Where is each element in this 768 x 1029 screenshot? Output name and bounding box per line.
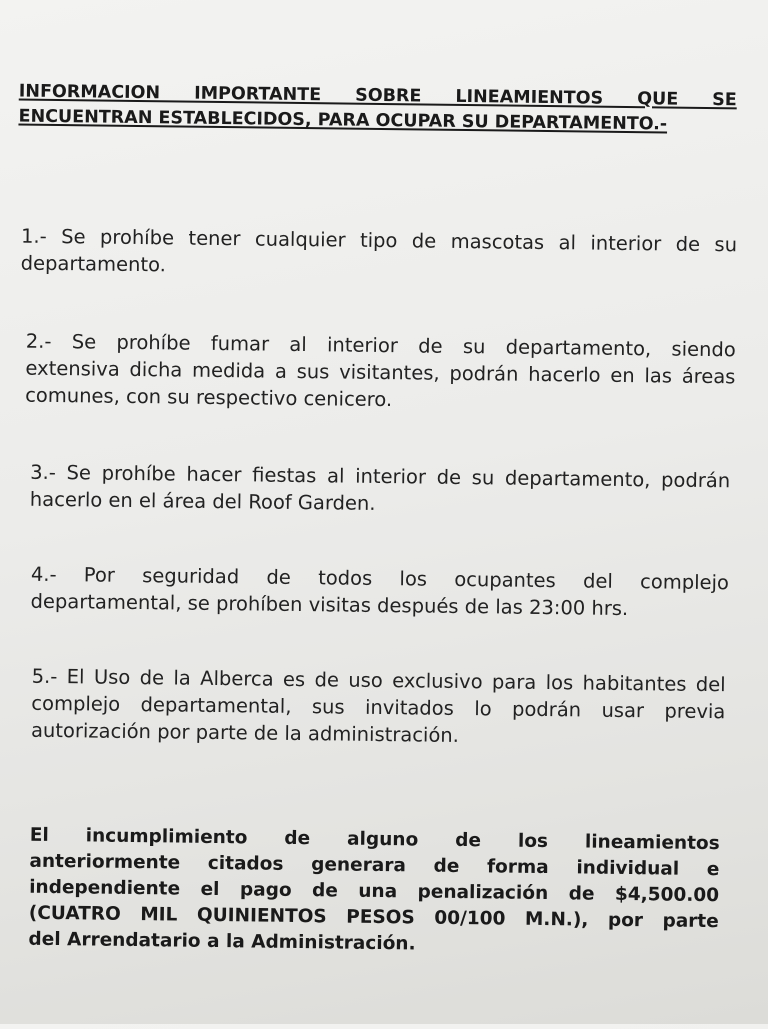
- rule-item-3: [30, 459, 731, 522]
- rule-1-line-2: departamento.: [20, 251, 166, 277]
- rule-item-1: [21, 223, 738, 286]
- rule-1-line-1: 1.- Se prohíbe tener cualquier tipo de mascotas al interior de su: [20, 224, 738, 257]
- rule-5-line-1: 5.- El Uso de la Alberca es de uso exclusivo para los habitantes del: [31, 664, 726, 697]
- rule-2-line-1: 2.- Se prohíbe fumar al interior de su departamento, siendo: [25, 329, 736, 362]
- rule-5-line-3: autorización por parte de la administración.: [30, 718, 460, 747]
- rule-5-line-2: complejo departamental, sus invitados lo podrán usar previa: [31, 691, 726, 724]
- rule-4-line-2: departamental, se prohíben visitas después de las 23:00 hrs.: [30, 589, 629, 621]
- penalty-line-1: El incumplimiento de alguno de los lineamientos: [29, 824, 720, 855]
- penalty-line-2: anteriormente citados generara de forma individual e: [29, 850, 720, 881]
- penalty-notice: [28, 823, 720, 961]
- penalty-line-4: (CUATRO MIL QUINIENTOS PESOS 00/100 M.N.), por parte: [28, 902, 719, 933]
- rule-item-2: [25, 328, 736, 418]
- document-title: [18, 80, 737, 139]
- title-line-1: INFORMACION IMPORTANTE SOBRE LINEAMIENTOS QUE SE: [18, 81, 737, 111]
- rule-2-line-3: comunes, con su respectivo cenicero.: [25, 383, 393, 412]
- penalty-line-5: del Arrendatario a la Administración.: [28, 928, 416, 955]
- penalty-line-3: independiente el pago de una penalización de $4,500.00: [29, 876, 720, 907]
- rule-3-line-1: 3.- Se prohíbe hacer fiestas al interior de su departamento, podrán: [30, 460, 731, 493]
- rule-item-5: [31, 663, 726, 752]
- rule-2-line-2: extensiva dicha medida a sus visitantes, podrán hacerlo en las áreas: [25, 356, 736, 389]
- rule-4-line-1: 4.- Por seguridad de todos los ocupantes del complejo: [30, 562, 730, 595]
- title-line-2: ENCUENTRAN ESTABLECIDOS, PARA OCUPAR SU DEPARTAMENTO.-: [18, 106, 668, 135]
- rule-3-line-2: hacerlo en el área del Roof Garden.: [29, 487, 376, 515]
- rule-item-4: [30, 561, 729, 624]
